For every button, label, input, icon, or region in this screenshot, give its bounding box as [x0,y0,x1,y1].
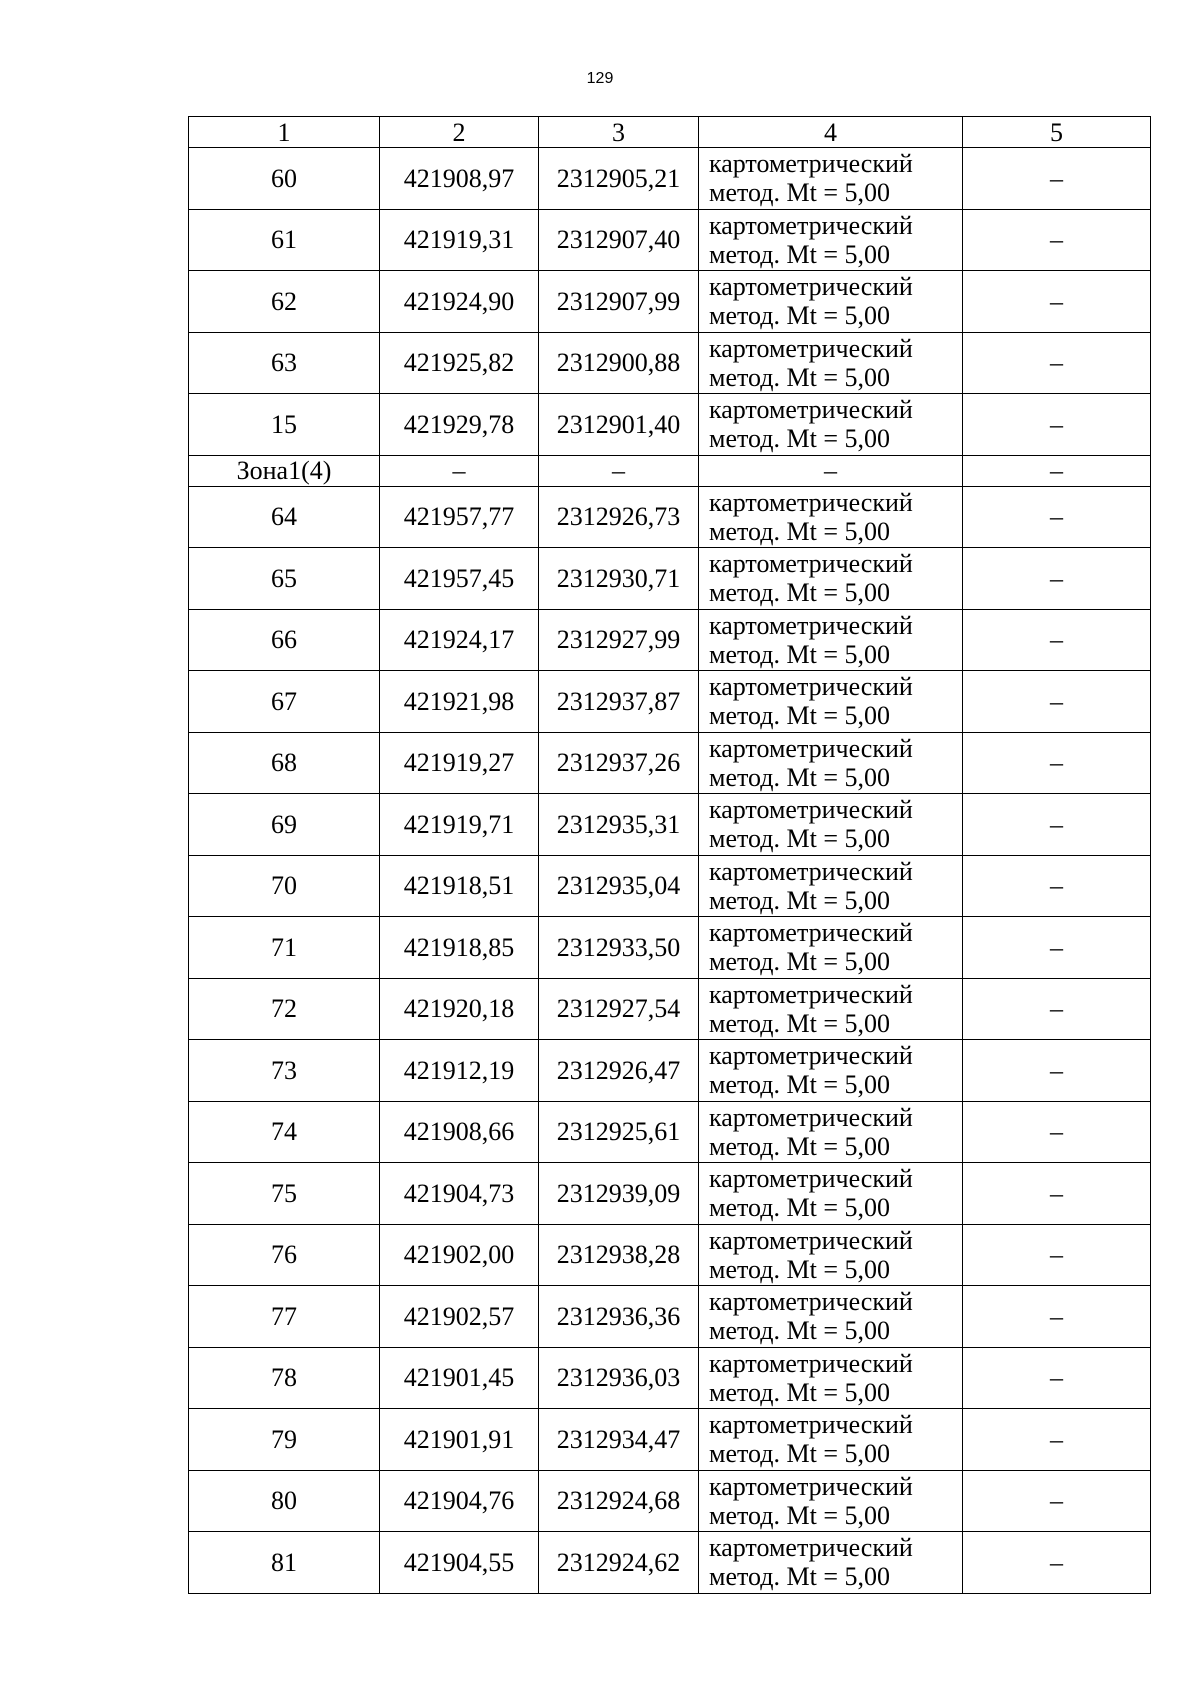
column-5-cell: – [963,271,1151,333]
point-number-cell: 71 [189,917,380,979]
table-row [189,917,1151,979]
column-5-cell: – [963,332,1151,394]
point-number-cell: 79 [189,1409,380,1471]
method-precision: метод. Mt = 5,00 [709,1316,890,1346]
x-coordinate-cell: 421912,19 [380,1040,539,1102]
table-row [189,1532,1151,1594]
method-name: картометрический [709,1041,913,1071]
method-name: картометрический [709,210,913,240]
method-cell [699,978,963,1040]
method-name: картометрический [709,333,913,363]
point-number-cell: 69 [189,794,380,856]
method-cell [699,1101,963,1163]
y-coordinate-cell: 2312935,04 [539,855,699,917]
method-precision: метод. Mt = 5,00 [709,1131,890,1161]
point-number-cell: 73 [189,1040,380,1102]
point-number-cell: 74 [189,1101,380,1163]
method-name: картометрический [709,1225,913,1255]
column-5-cell: – [963,1347,1151,1409]
table-row [189,148,1151,210]
table-body [189,148,1151,1594]
point-number-cell: 70 [189,855,380,917]
point-number-cell: 67 [189,671,380,733]
method-precision: метод. Mt = 5,00 [709,824,890,854]
x-coordinate-cell: 421904,76 [380,1470,539,1532]
point-number-cell: 63 [189,332,380,394]
y-coordinate-cell: 2312926,47 [539,1040,699,1102]
point-number-cell: 15 [189,394,380,456]
point-number-cell: 81 [189,1532,380,1594]
column-5-cell: – [963,917,1151,979]
column-5-cell: – [963,209,1151,271]
method-precision: метод. Mt = 5,00 [709,1439,890,1469]
x-coordinate-cell: 421904,55 [380,1532,539,1594]
y-coordinate-cell: 2312939,09 [539,1163,699,1225]
method-name: картометрический [709,795,913,825]
table-row [189,486,1151,548]
method-precision: метод. Mt = 5,00 [709,424,890,454]
method-precision: метод. Mt = 5,00 [709,1562,890,1592]
y-coordinate-cell: 2312933,50 [539,917,699,979]
method-cell [699,1347,963,1409]
method-name: картометрический [709,1102,913,1132]
method-cell [699,609,963,671]
y-coordinate-cell: 2312925,61 [539,1101,699,1163]
x-coordinate-cell: 421919,31 [380,209,539,271]
x-coordinate-cell: 421920,18 [380,978,539,1040]
table-row [189,855,1151,917]
column-5-cell: – [963,148,1151,210]
y-coordinate-cell: 2312927,54 [539,978,699,1040]
x-coordinate-cell: – [380,455,539,486]
y-coordinate-cell: 2312907,99 [539,271,699,333]
point-number-cell: 68 [189,732,380,794]
method-name: картометрический [709,149,913,179]
table-row [189,209,1151,271]
y-coordinate-cell: 2312927,99 [539,609,699,671]
point-number-cell: 76 [189,1224,380,1286]
coordinates-table [188,116,1151,1594]
column-5-cell: – [963,1470,1151,1532]
method-cell [699,332,963,394]
method-precision: метод. Mt = 5,00 [709,1254,890,1284]
table-row [189,1224,1151,1286]
column-5-cell: – [963,1224,1151,1286]
y-coordinate-cell: 2312936,03 [539,1347,699,1409]
y-coordinate-cell: 2312924,68 [539,1470,699,1532]
table-row [189,1409,1151,1471]
column-5-cell: – [963,794,1151,856]
method-cell [699,394,963,456]
method-cell [699,548,963,610]
column-5-cell: – [963,732,1151,794]
x-coordinate-cell: 421908,97 [380,148,539,210]
point-number-cell: 72 [189,978,380,1040]
column-header: 1 [189,117,380,148]
method-cell [699,1409,963,1471]
y-coordinate-cell: 2312907,40 [539,209,699,271]
x-coordinate-cell: 421902,00 [380,1224,539,1286]
column-5-cell: – [963,1040,1151,1102]
y-coordinate-cell: – [539,455,699,486]
method-precision: метод. Mt = 5,00 [709,1377,890,1407]
table-row [189,1040,1151,1102]
method-name: картометрический [709,487,913,517]
point-number-cell: 66 [189,609,380,671]
point-number-cell: 75 [189,1163,380,1225]
method-precision: метод. Mt = 5,00 [709,885,890,915]
column-header: 3 [539,117,699,148]
y-coordinate-cell: 2312938,28 [539,1224,699,1286]
y-coordinate-cell: 2312937,87 [539,671,699,733]
column-5-cell: – [963,486,1151,548]
x-coordinate-cell: 421929,78 [380,394,539,456]
table-row [189,732,1151,794]
point-number-cell: 64 [189,486,380,548]
method-name: картометрический [709,1164,913,1194]
method-precision: метод. Mt = 5,00 [709,1070,890,1100]
column-5-cell: – [963,1409,1151,1471]
method-precision: метод. Mt = 5,00 [709,1193,890,1223]
point-number-cell: 60 [189,148,380,210]
method-name: картометрический [709,272,913,302]
method-name: картометрический [709,395,913,425]
table-row [189,978,1151,1040]
y-coordinate-cell: 2312934,47 [539,1409,699,1471]
method-precision: метод. Mt = 5,00 [709,1500,890,1530]
column-5-cell: – [963,1532,1151,1594]
column-5-cell: – [963,455,1151,486]
method-name: картометрический [709,1533,913,1563]
x-coordinate-cell: 421902,57 [380,1286,539,1348]
method-name: картометрический [709,610,913,640]
table-row [189,1286,1151,1348]
method-cell [699,271,963,333]
method-cell [699,1470,963,1532]
point-number-cell: 65 [189,548,380,610]
method-name: картометрический [709,1410,913,1440]
x-coordinate-cell: 421957,77 [380,486,539,548]
method-name: картометрический [709,979,913,1009]
table-row [189,609,1151,671]
method-precision: метод. Mt = 5,00 [709,578,890,608]
point-number-cell: 80 [189,1470,380,1532]
point-number-cell: 78 [189,1347,380,1409]
method-precision: метод. Mt = 5,00 [709,301,890,331]
point-number-cell: 62 [189,271,380,333]
method-name: картометрический [709,733,913,763]
table-row [189,1470,1151,1532]
method-precision: метод. Mt = 5,00 [709,947,890,977]
column-5-cell: – [963,1163,1151,1225]
x-coordinate-cell: 421924,17 [380,609,539,671]
y-coordinate-cell: 2312930,71 [539,548,699,610]
method-name: картометрический [709,1471,913,1501]
table-row [189,1347,1151,1409]
method-cell [699,671,963,733]
x-coordinate-cell: 421918,51 [380,855,539,917]
method-precision: метод. Mt = 5,00 [709,762,890,792]
x-coordinate-cell: 421901,45 [380,1347,539,1409]
column-5-cell: – [963,394,1151,456]
method-cell [699,1224,963,1286]
y-coordinate-cell: 2312937,26 [539,732,699,794]
zone-label-cell: Зона1(4) [189,455,380,486]
point-number-cell: 77 [189,1286,380,1348]
table-row [189,671,1151,733]
x-coordinate-cell: 421919,27 [380,732,539,794]
method-precision: метод. Mt = 5,00 [709,516,890,546]
table-row [189,394,1151,456]
point-number-cell: 61 [189,209,380,271]
method-cell [699,855,963,917]
method-cell [699,1286,963,1348]
method-name: картометрический [709,918,913,948]
y-coordinate-cell: 2312935,31 [539,794,699,856]
x-coordinate-cell: 421918,85 [380,917,539,979]
table-row [189,271,1151,333]
method-precision: метод. Mt = 5,00 [709,178,890,208]
table-header-row [189,117,1151,148]
zone-row [189,455,1151,486]
x-coordinate-cell: 421924,90 [380,271,539,333]
method-precision: метод. Mt = 5,00 [709,1008,890,1038]
column-5-cell: – [963,855,1151,917]
method-name: картометрический [709,672,913,702]
y-coordinate-cell: 2312936,36 [539,1286,699,1348]
x-coordinate-cell: 421925,82 [380,332,539,394]
method-cell [699,794,963,856]
column-header: 4 [699,117,963,148]
method-name: картометрический [709,856,913,886]
method-precision: метод. Mt = 5,00 [709,639,890,669]
y-coordinate-cell: 2312926,73 [539,486,699,548]
table-row [189,1163,1151,1225]
x-coordinate-cell: 421957,45 [380,548,539,610]
table-row [189,1101,1151,1163]
x-coordinate-cell: 421921,98 [380,671,539,733]
x-coordinate-cell: 421904,73 [380,1163,539,1225]
y-coordinate-cell: 2312924,62 [539,1532,699,1594]
x-coordinate-cell: 421919,71 [380,794,539,856]
column-5-cell: – [963,978,1151,1040]
method-cell [699,1532,963,1594]
method-name: картометрический [709,1287,913,1317]
y-coordinate-cell: 2312901,40 [539,394,699,456]
method-cell [699,148,963,210]
method-cell [699,1163,963,1225]
column-header: 2 [380,117,539,148]
method-name: картометрический [709,1348,913,1378]
method-cell [699,209,963,271]
table-row [189,548,1151,610]
x-coordinate-cell: 421901,91 [380,1409,539,1471]
method-precision: метод. Mt = 5,00 [709,701,890,731]
column-header: 5 [963,117,1151,148]
x-coordinate-cell: 421908,66 [380,1101,539,1163]
table-row [189,794,1151,856]
column-5-cell: – [963,1101,1151,1163]
column-5-cell: – [963,671,1151,733]
method-precision: метод. Mt = 5,00 [709,362,890,392]
column-5-cell: – [963,609,1151,671]
method-cell: – [699,455,963,486]
y-coordinate-cell: 2312900,88 [539,332,699,394]
y-coordinate-cell: 2312905,21 [539,148,699,210]
method-name: картометрический [709,549,913,579]
method-cell [699,917,963,979]
method-cell [699,732,963,794]
method-precision: метод. Mt = 5,00 [709,239,890,269]
method-cell [699,486,963,548]
column-5-cell: – [963,1286,1151,1348]
table-row [189,332,1151,394]
page-number: 129 [586,70,614,87]
column-5-cell: – [963,548,1151,610]
method-cell [699,1040,963,1102]
